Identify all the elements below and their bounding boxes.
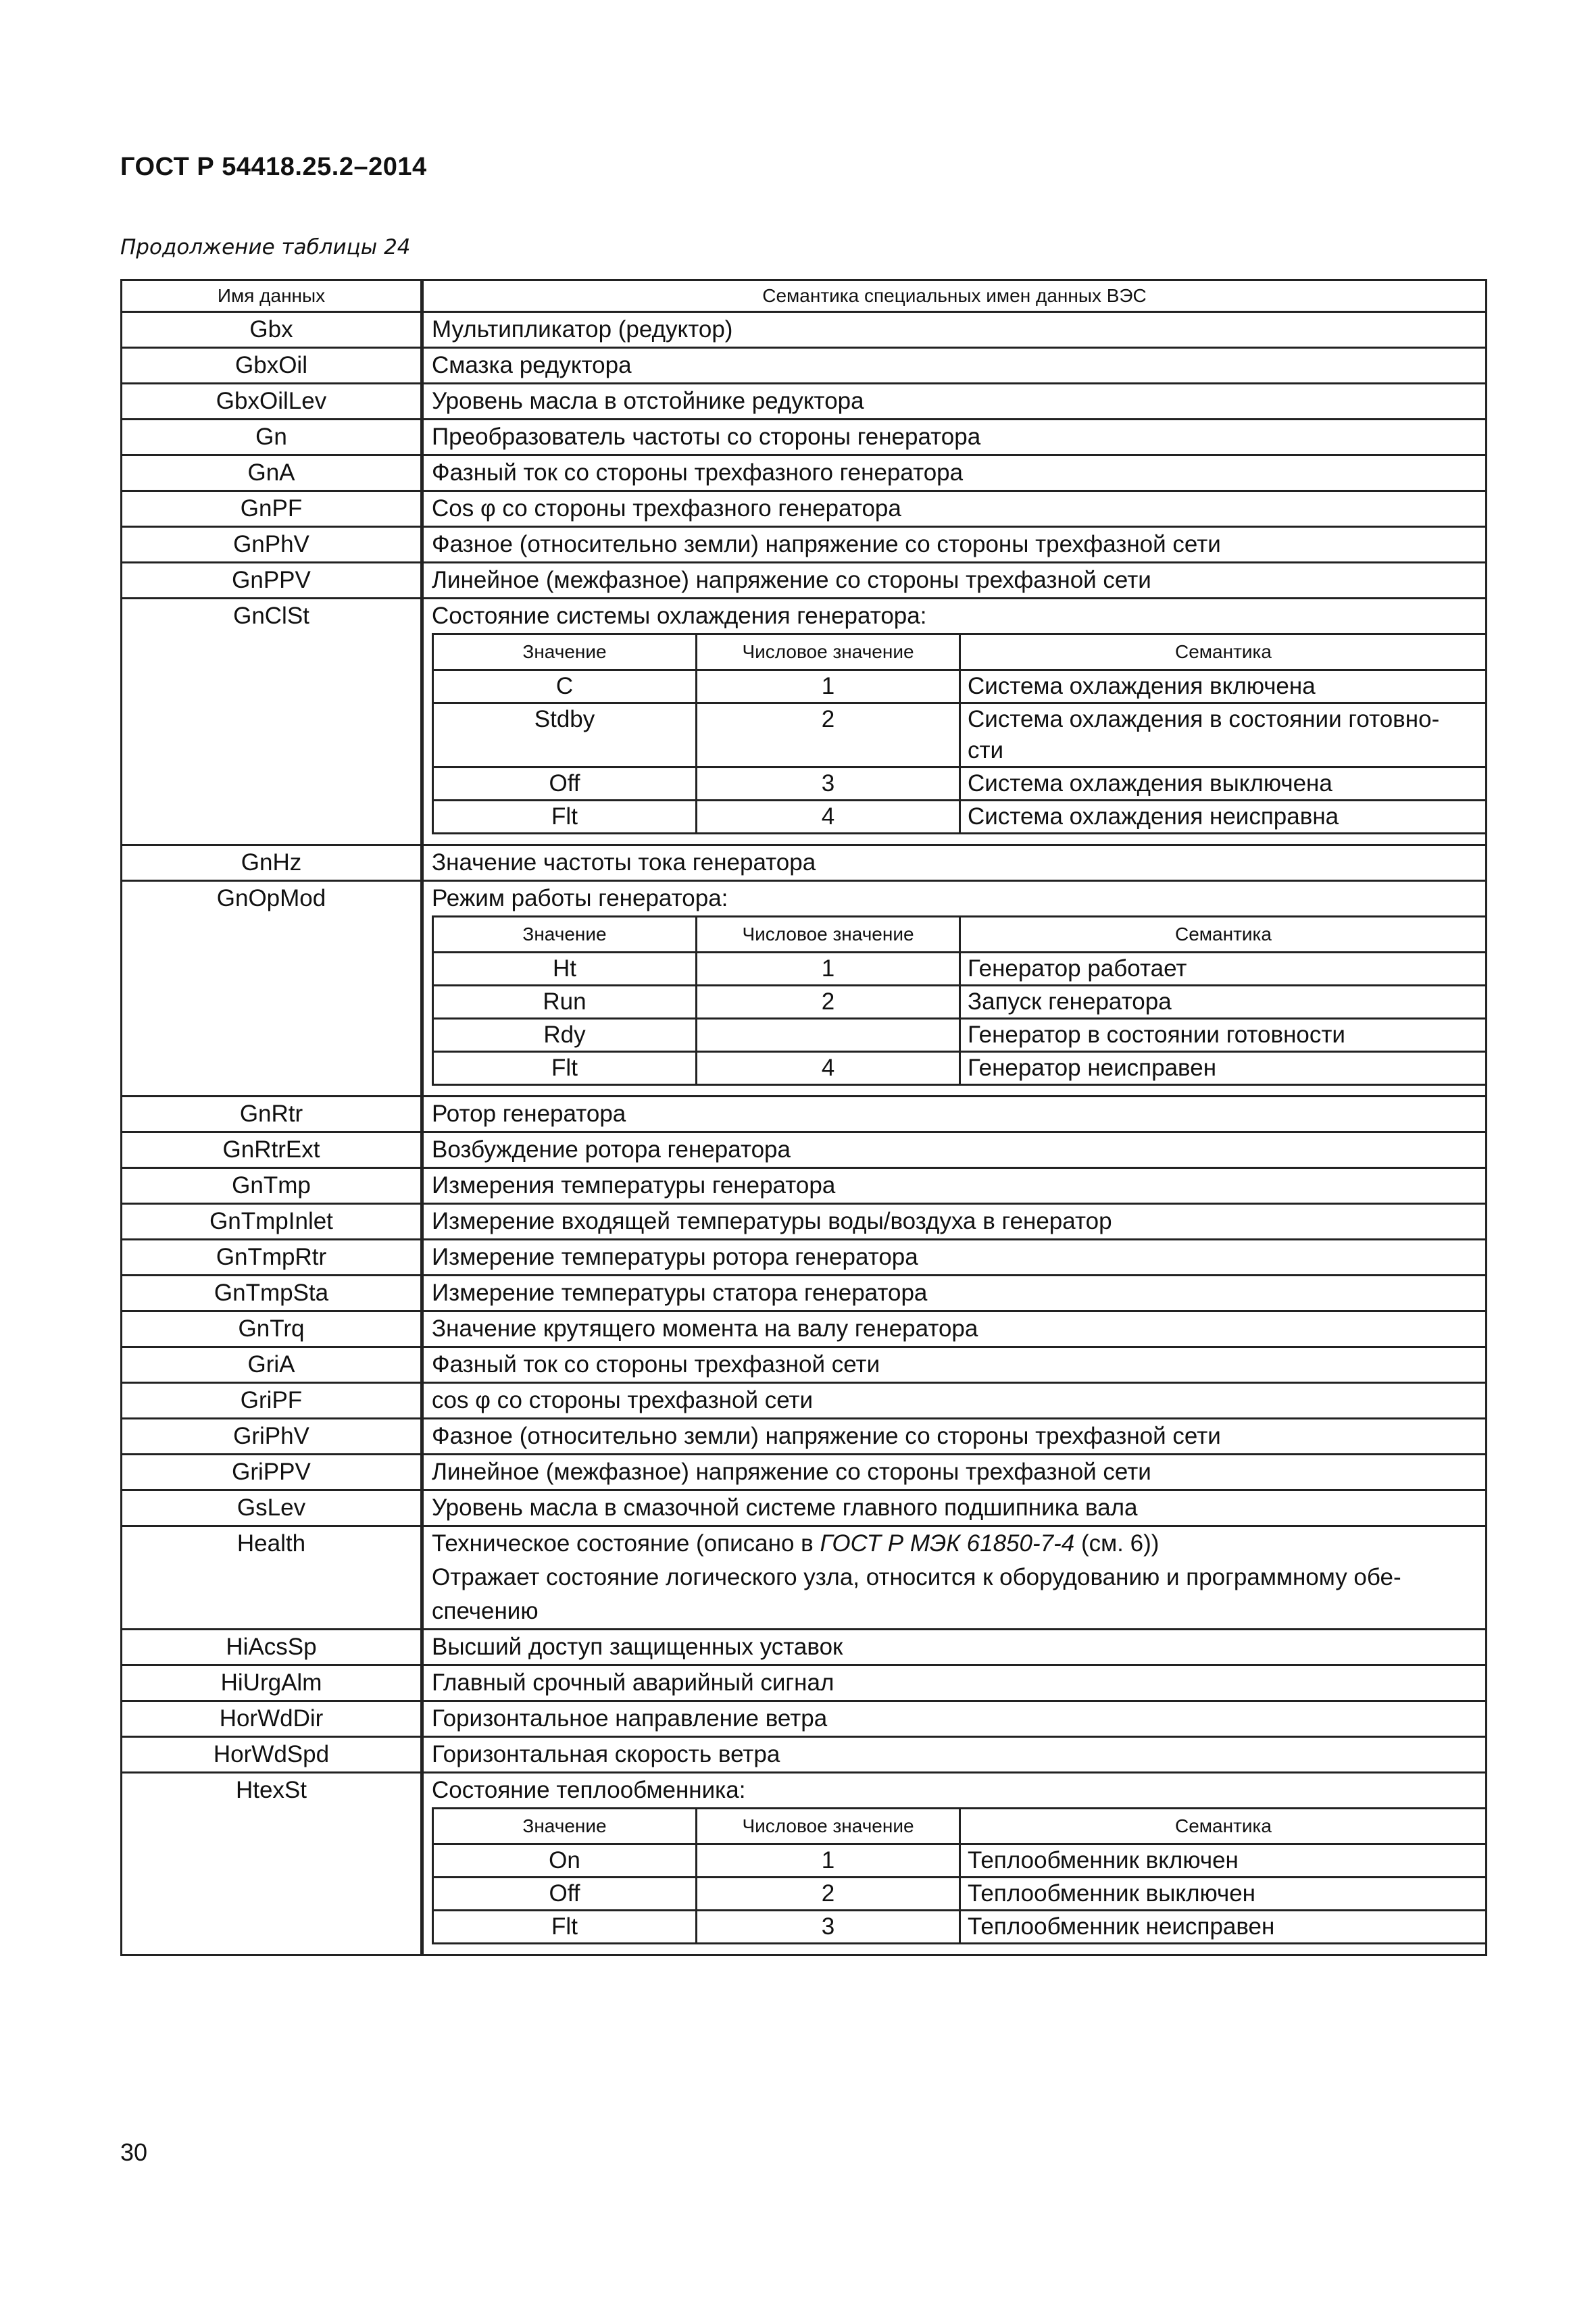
data-name-cell: GriPPV [122, 1455, 422, 1490]
value-semantics-cell [960, 1844, 1487, 1878]
semantics-cell [422, 1630, 1487, 1665]
semantics-text: cos φ со стороны трехфазной сети [432, 1387, 814, 1413]
table-row [122, 1276, 1487, 1311]
numeric-value-cell: 3 [697, 768, 960, 801]
values-subtable [432, 915, 1487, 1086]
value-semantics-cell [960, 670, 1487, 703]
value-semantics-text: Теплообменник неисправен [968, 1913, 1275, 1940]
data-name-cell: GnTmpSta [122, 1276, 422, 1311]
subtable-header-semantics: Семантика [960, 634, 1487, 670]
data-name-cell: GnTrq [122, 1311, 422, 1347]
semantics-text: Состояние теплообменника: [432, 1777, 746, 1803]
column-header-name: Имя данных [122, 280, 422, 312]
semantics-cell [422, 420, 1487, 455]
semantics-cell [422, 1347, 1487, 1383]
table-row [122, 845, 1487, 881]
value-semantics-cell [960, 1019, 1487, 1052]
value-cell: Flt [433, 801, 697, 834]
page-number: 30 [120, 2138, 148, 2166]
subtable-header-semantics: Семантика [960, 1809, 1487, 1844]
value-cell: Off [433, 768, 697, 801]
semantics-text: Преобразователь частоты со стороны генератора [432, 424, 981, 450]
table-row [122, 348, 1487, 384]
value-cell: Off [433, 1878, 697, 1911]
value-semantics-text: Система охлаждения в состоянии готовно- [968, 706, 1440, 732]
semantics-text: Фазный ток со стороны трехфазного генератора [432, 459, 964, 486]
value-cell: Flt [433, 1052, 697, 1085]
subtable-row [433, 768, 1487, 801]
standard-reference: ГОСТ Р МЭК 61850-7-4 [820, 1530, 1075, 1557]
value-semantics-cell [960, 1052, 1487, 1085]
data-name-cell: HiAcsSp [122, 1630, 422, 1665]
subtable-header-row [433, 634, 1487, 670]
value-semantics-text: Теплообменник включен [968, 1847, 1239, 1873]
semantics-text: Значение частоты тока генератора [432, 849, 816, 876]
value-semantics-text: сти [968, 737, 1004, 763]
value-semantics-cell [960, 953, 1487, 986]
data-name-cell: GnTmp [122, 1168, 422, 1204]
data-name-cell: GriA [122, 1347, 422, 1383]
data-name-cell: Health [122, 1526, 422, 1630]
value-semantics-text: Генератор в состоянии готовности [968, 1022, 1345, 1048]
semantics-text: Измерения температуры генератора [432, 1172, 836, 1199]
value-semantics-cell [960, 801, 1487, 834]
semantics-cell [422, 312, 1487, 348]
data-name-cell: GnTmpRtr [122, 1240, 422, 1276]
numeric-value-cell: 2 [697, 703, 960, 768]
subtable-header-row [433, 1809, 1487, 1844]
semantics-text: Главный срочный аварийный сигнал [432, 1669, 834, 1696]
semantics-cell [422, 1383, 1487, 1419]
data-name-cell: GnClSt [122, 599, 422, 845]
semantics-cell [422, 1204, 1487, 1240]
data-name-cell: GbxOil [122, 348, 422, 384]
data-name-cell: GnTmpInlet [122, 1204, 422, 1240]
subtable-header-value: Значение [433, 917, 697, 953]
value-cell: C [433, 670, 697, 703]
semantics-line: Отражает состояние логического узла, относится к оборудованию и программному обе- [432, 1564, 1401, 1590]
table-row [122, 1701, 1487, 1737]
subtable-header-row [433, 917, 1487, 953]
value-semantics-cell [960, 768, 1487, 801]
value-cell: On [433, 1844, 697, 1878]
table-row [122, 1773, 1487, 1955]
semantics-text: Фазный ток со стороны трехфазной сети [432, 1351, 880, 1378]
subtable-row [433, 1844, 1487, 1878]
subtable-header-numeric: Числовое значение [697, 634, 960, 670]
table-row [122, 312, 1487, 348]
semantics-cell [422, 1455, 1487, 1490]
semantics-cell [422, 348, 1487, 384]
semantics-text: Высший доступ защищенных уставок [432, 1634, 843, 1660]
data-name-cell: GnPhV [122, 527, 422, 563]
data-name-cell: GnA [122, 455, 422, 491]
semantics-cell [422, 563, 1487, 599]
semantics-text: Возбуждение ротора генератора [432, 1136, 791, 1163]
data-name-cell: GnPF [122, 491, 422, 527]
semantics-cell [422, 1097, 1487, 1132]
semantics-cell [422, 599, 1487, 845]
value-semantics-text: Генератор неисправен [968, 1055, 1217, 1081]
semantics-text: Горизонтальное направление ветра [432, 1705, 828, 1732]
data-name-cell: Gbx [122, 312, 422, 348]
semantics-line [432, 1527, 1485, 1561]
table-row [122, 1204, 1487, 1240]
semantics-cell [422, 845, 1487, 881]
semantics-text: Режим работы генератора: [432, 885, 728, 911]
semantics-cell [422, 1311, 1487, 1347]
table-row [122, 455, 1487, 491]
semantics-cell [422, 455, 1487, 491]
table-row [122, 1737, 1487, 1773]
table-row [122, 491, 1487, 527]
semantics-cell [422, 1701, 1487, 1737]
semantics-cell [422, 1526, 1487, 1630]
data-name-cell: GnPPV [122, 563, 422, 599]
semantics-cell [422, 1665, 1487, 1701]
semantics-cell [422, 881, 1487, 1097]
semantics-text: Линейное (межфазное) напряжение со стороны трехфазной сети [432, 1459, 1151, 1485]
value-semantics-cell [960, 1911, 1487, 1944]
value-semantics-text: Запуск генератора [968, 988, 1172, 1015]
table-row [122, 1665, 1487, 1701]
semantics-text: Измерение температуры статора генератора [432, 1280, 928, 1306]
table-caption: Продолжение таблицы 24 [120, 235, 411, 259]
column-header-semantics: Семантика специальных имен данных ВЭС [422, 280, 1487, 312]
numeric-value-cell: 1 [697, 1844, 960, 1878]
table-row [122, 1526, 1487, 1630]
data-name-cell: GriPF [122, 1383, 422, 1419]
semantics-cell [422, 1276, 1487, 1311]
numeric-value-cell [697, 1019, 960, 1052]
numeric-value-cell: 3 [697, 1911, 960, 1944]
semantics-text: (см. 6)) [1074, 1530, 1159, 1557]
semantics-cell [422, 1132, 1487, 1168]
semantics-line: спечению [432, 1598, 539, 1624]
subtable-header-value: Значение [433, 634, 697, 670]
value-cell: Flt [433, 1911, 697, 1944]
data-name-cell: HorWdDir [122, 1701, 422, 1737]
table-row [122, 527, 1487, 563]
semantics-text: Фазное (относительно земли) напряжение со стороны трехфазной сети [432, 1423, 1221, 1449]
semantics-text: Измерение входящей температуры воды/воздуха в генератор [432, 1208, 1112, 1234]
data-names-table [120, 279, 1487, 1956]
subtable-header-numeric: Числовое значение [697, 1809, 960, 1844]
value-semantics-cell [960, 1878, 1487, 1911]
value-cell: Run [433, 986, 697, 1019]
semantics-text: Фазное (относительно земли) напряжение со стороны трехфазной сети [432, 531, 1221, 557]
subtable-row [433, 801, 1487, 834]
table-row [122, 1490, 1487, 1526]
table-row [122, 1455, 1487, 1490]
semantics-cell [422, 1490, 1487, 1526]
value-semantics-cell [960, 703, 1487, 768]
semantics-text: Уровень масла в отстойнике редуктора [432, 388, 864, 414]
value-semantics-text: Генератор работает [968, 955, 1187, 982]
semantics-text: Состояние системы охлаждения генератора: [432, 603, 927, 629]
numeric-value-cell: 1 [697, 670, 960, 703]
data-name-cell: GnRtr [122, 1097, 422, 1132]
semantics-text: Техническое состояние (описано в [432, 1530, 820, 1557]
semantics-text: Смазка редуктора [432, 352, 632, 378]
semantics-cell [422, 1737, 1487, 1773]
value-semantics-text: Система охлаждения выключена [968, 770, 1332, 797]
subtable-header-numeric: Числовое значение [697, 917, 960, 953]
value-semantics-cell [960, 986, 1487, 1019]
document-id: ГОСТ Р 54418.25.2–2014 [120, 153, 427, 181]
table-row [122, 1097, 1487, 1132]
semantics-cell [422, 491, 1487, 527]
subtable-header-value: Значение [433, 1809, 697, 1844]
table-row [122, 599, 1487, 845]
data-name-cell: GnHz [122, 845, 422, 881]
data-name-cell: GnOpMod [122, 881, 422, 1097]
subtable-row [433, 1911, 1487, 1944]
semantics-text: Ротор генератора [432, 1101, 626, 1127]
data-name-cell: Gn [122, 420, 422, 455]
semantics-text: Линейное (межфазное) напряжение со стороны трехфазной сети [432, 567, 1151, 593]
numeric-value-cell: 4 [697, 1052, 960, 1085]
data-name-cell: GbxOilLev [122, 384, 422, 420]
table-row [122, 1132, 1487, 1168]
table-row [122, 881, 1487, 1097]
value-semantics-text: Теплообменник выключен [968, 1880, 1256, 1907]
semantics-text: Значение крутящего момента на валу генератора [432, 1315, 978, 1342]
semantics-cell [422, 527, 1487, 563]
subtable-row [433, 1052, 1487, 1085]
table-row [122, 1168, 1487, 1204]
subtable-row [433, 670, 1487, 703]
table-row [122, 1630, 1487, 1665]
semantics-text: Измерение температуры ротора генератора [432, 1244, 918, 1270]
semantics-cell [422, 1773, 1487, 1955]
data-name-cell: HorWdSpd [122, 1737, 422, 1773]
table-row [122, 1383, 1487, 1419]
subtable-row [433, 1878, 1487, 1911]
semantics-text: Cos φ со стороны трехфазного генератора [432, 495, 901, 522]
semantics-cell [422, 1240, 1487, 1276]
semantics-cell [422, 384, 1487, 420]
table-row [122, 420, 1487, 455]
semantics-text: Горизонтальная скорость ветра [432, 1741, 780, 1767]
value-semantics-text: Система охлаждения неисправна [968, 803, 1339, 830]
data-name-cell: HtexSt [122, 1773, 422, 1955]
table-row [122, 563, 1487, 599]
semantics-text: Мультипликатор (редуктор) [432, 316, 733, 343]
semantics-cell [422, 1168, 1487, 1204]
values-subtable [432, 1807, 1487, 1944]
subtable-header-semantics: Семантика [960, 917, 1487, 953]
data-name-cell: GsLev [122, 1490, 422, 1526]
table-row [122, 1311, 1487, 1347]
table-row [122, 1347, 1487, 1383]
value-cell: Stdby [433, 703, 697, 768]
subtable-row [433, 986, 1487, 1019]
values-subtable [432, 633, 1487, 834]
table-row [122, 1240, 1487, 1276]
table-row [122, 384, 1487, 420]
data-name-cell: HiUrgAlm [122, 1665, 422, 1701]
value-semantics-text: Система охлаждения включена [968, 673, 1316, 699]
numeric-value-cell: 2 [697, 986, 960, 1019]
numeric-value-cell: 4 [697, 801, 960, 834]
value-cell: Ht [433, 953, 697, 986]
subtable-row [433, 703, 1487, 768]
numeric-value-cell: 2 [697, 1878, 960, 1911]
semantics-cell [422, 1419, 1487, 1455]
value-cell: Rdy [433, 1019, 697, 1052]
table-header-row [122, 280, 1487, 312]
data-name-cell: GnRtrExt [122, 1132, 422, 1168]
numeric-value-cell: 1 [697, 953, 960, 986]
table-row [122, 1419, 1487, 1455]
semantics-text: Уровень масла в смазочной системе главного подшипника вала [432, 1494, 1138, 1521]
data-name-cell: GriPhV [122, 1419, 422, 1455]
subtable-row [433, 953, 1487, 986]
subtable-row [433, 1019, 1487, 1052]
